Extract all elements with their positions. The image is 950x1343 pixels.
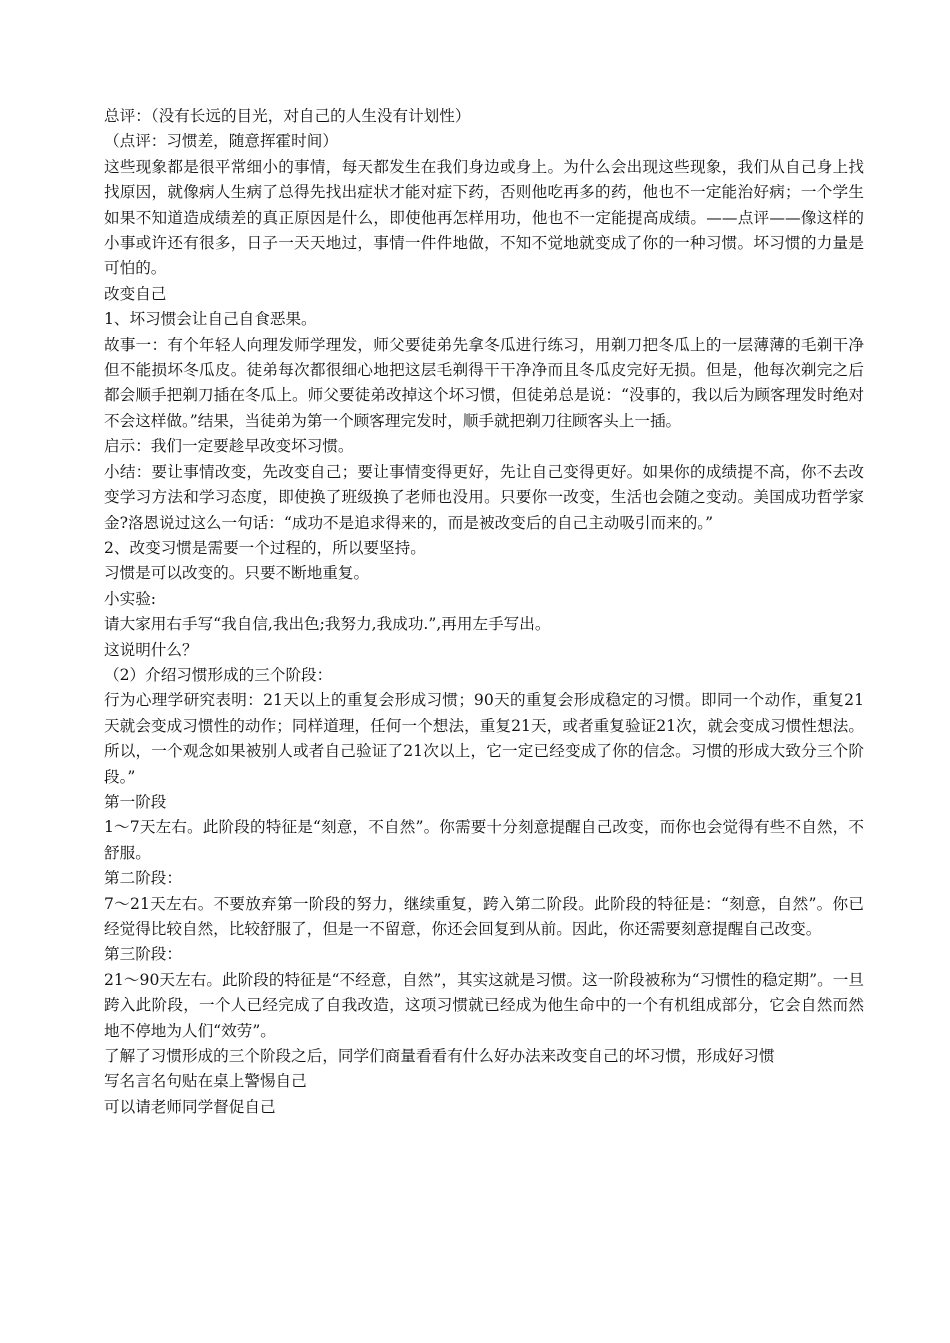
point-1-heading: 1、坏习惯会让自己自食恶果。 (104, 310, 317, 329)
research-paragraph: 行为心理学研究表明：21天以上的重复会形成习惯；90天的重复会形成稳定的习惯。即同一个动作，重复21天就会变成习惯性的动作；同样道理，任何一个想法，重复21天，或者重复验证21次，就会变成习惯性想法。所以，一个观念如果被别人或者自己验证了21次以上，它一定已经变成了你的信念。习惯的形成大致分三个阶段。” (104, 691, 864, 786)
section-heading-change-yourself: 改变自己 (104, 284, 167, 303)
summary-comment: 总评：（没有长远的目光，对自己的人生没有计划性） (104, 107, 471, 125)
analysis-paragraph: 这些现象都是很平常细小的事情，每天都发生在我们身边或身上。为什么会出现这些现象，我们从自己身上找找原因，就像病人生病了总得先找出症状才能对症下药，否则他吃再多的药，他也不一定能治好病；一个学生如果不知道造成绩差的真正原因是什么，即使他再怎样用功，他也不一定能提高成绩。——点评——像这样的小事或许还有很多，日子一天天地过，事情一件件地做，不知不觉地就变成了你的一种习惯。坏习惯的力量是可怕的。 (104, 157, 864, 278)
review-note: （点评：习惯差，随意挥霍时间） (104, 132, 338, 151)
experiment-heading: 小实验: (104, 589, 157, 608)
summary-paragraph: 小结：要让事情改变，先改变自己；要让事情变得更好，先让自己变得更好。如果你的成绩提不高，你不去改变学习方法和学习态度，即使换了班级换了老师也没用。只要你一改变，生活也会随之变动。美国成功哲学家金?洛恩说过这么一句话：“成功不是追求得来的，而是被改变后的自己主动吸引而来的。” (104, 462, 864, 532)
stage-2-description: 7～21天左右。不要放弃第一阶段的努力，继续重复，跨入第二阶段。此阶段的特征是：“刻意，自然”。你已经觉得比较自然，比较舒服了，但是一不留意，你还会回复到从前。因此，你还需要刻意提醒自己改变。 (104, 894, 864, 938)
stage-2-heading: 第二阶段： (104, 869, 182, 888)
story-paragraph: 故事一：有个年轻人向理发师学理发，师父要徒弟先拿冬瓜进行练习，用剃刀把冬瓜上的一层薄薄的毛剃干净但不能损坏冬瓜皮。徒弟每次都很细心地把这层毛剃得干干净净而且冬瓜皮完好无损。但是，他每次剃完之后都会顺手把剃刀插在冬瓜上。师父要徒弟改掉这个坏习惯，但徒弟总是说：“没事的，我以后为顾客理发时绝对不会这样做。”结果，当徒弟为第一个顾客理完发时，顺手就把剃刀往顾客头上一插。 (104, 335, 864, 430)
document-body (104, 104, 864, 1120)
stages-intro-heading: （2）介绍习惯形成的三个阶段： (104, 665, 333, 684)
stage-1-heading: 第一阶段 (104, 792, 167, 811)
habit-changeable-line: 习惯是可以改变的。只要不断地重复。 (104, 564, 370, 583)
method-1-line: 写名言名句贴在桌上警惕自己 (104, 1072, 307, 1091)
stage-1-description: 1～7天左右。此阶段的特征是“刻意，不自然”。你需要十分刻意提醒自己改变，而你也会觉得有些不自然，不舒服。 (104, 818, 864, 862)
discussion-paragraph: 了解了习惯形成的三个阶段之后，同学们商量看看有什么好办法来改变自己的坏习惯，形成好习惯 (104, 1047, 775, 1066)
stage-3-description: 21～90天左右。此阶段的特征是“不经意，自然”，其实这就是习惯。这一阶段被称为“习惯性的稳定期”。一旦跨入此阶段，一个人已经完成了自我改造，这项习惯就已经成为他生命中的一个有机组成部分，它会自然而然地不停地为人们“效劳”。 (104, 970, 864, 1040)
experiment-instruction: 请大家用右手写“我自信,我出色;我努力,我成功.”,再用左手写出。 (104, 615, 551, 634)
method-2-line: 可以请老师同学督促自己 (104, 1097, 276, 1116)
stage-3-heading: 第三阶段： (104, 945, 182, 964)
point-2-heading: 2、改变习惯是需要一个过程的，所以要坚持。 (104, 538, 426, 557)
question-line: 这说明什么？ (104, 640, 198, 659)
insight-line: 启示：我们一定要趁早改变坏习惯。 (104, 437, 354, 456)
